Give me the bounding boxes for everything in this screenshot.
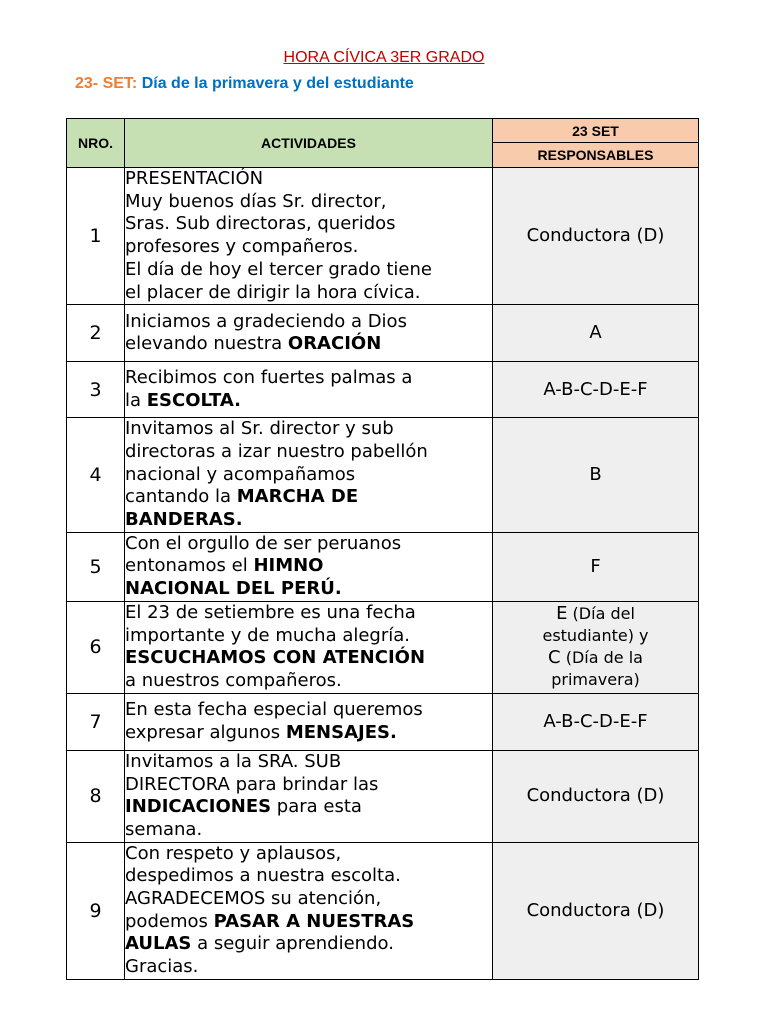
table-row — [67, 693, 699, 750]
table-row — [67, 601, 699, 693]
row-number: 3 — [67, 362, 125, 418]
row-number: 9 — [67, 842, 125, 979]
activity-text: En esta fecha especial queremos expresar algunos MENSAJES. — [125, 693, 493, 750]
row-number: 8 — [67, 750, 125, 842]
responsable-cell: B — [493, 418, 699, 533]
table-row — [67, 842, 699, 979]
header-responsables: RESPONSABLES — [493, 143, 699, 168]
row-number: 5 — [67, 532, 125, 601]
activity-text: Con respeto y aplausos, despedimos a nuestra escolta. AGRADECEMOS su atención, podemos PASAR A NUESTRAS AULAS a seguir aprendiendo. Gracias. — [125, 842, 493, 979]
table-row — [67, 168, 699, 305]
responsable-cell: Conductora (D) — [493, 168, 699, 305]
header-date: 23 SET — [493, 119, 699, 143]
table-row — [67, 532, 699, 601]
table-body — [67, 168, 699, 980]
activity-text: El 23 de setiembre es una fecha importante y de mucha alegría. ESCUCHAMOS CON ATENCIÓN a nuestros compañeros. — [125, 601, 493, 693]
activity-text: Con el orgullo de ser peruanos entonamos el HIMNO NACIONAL DEL PERÚ. — [125, 532, 493, 601]
responsable-cell: A — [493, 305, 699, 362]
responsable-cell: F — [493, 532, 699, 601]
row-number: 1 — [67, 168, 125, 305]
responsable-cell: E (Día del estudiante) y C (Día de la primavera) — [493, 601, 699, 693]
header-actividades: ACTIVIDADES — [125, 119, 493, 168]
row-number: 6 — [67, 601, 125, 693]
responsable-cell: A-B-C-D-E-F — [493, 693, 699, 750]
responsable-cell: Conductora (D) — [493, 842, 699, 979]
table-row — [67, 362, 699, 418]
table-header — [67, 119, 699, 168]
document-subtitle — [75, 75, 414, 93]
table-row — [67, 305, 699, 362]
table-row — [67, 418, 699, 533]
row-number: 2 — [67, 305, 125, 362]
responsable-cell: A-B-C-D-E-F — [493, 362, 699, 418]
activity-text: Invitamos a la SRA. SUB DIRECTORA para brindar las INDICACIONES para esta semana. — [125, 750, 493, 842]
subtitle-date: 23- SET: — [75, 75, 138, 92]
table-row — [67, 750, 699, 842]
activities-table — [66, 118, 699, 980]
document-title: HORA CÍVICA 3ER GRADO — [283, 49, 485, 66]
responsable-cell: Conductora (D) — [493, 750, 699, 842]
activity-text: Invitamos al Sr. director y sub directoras a izar nuestro pabellón nacional y acompañamos cantando la MARCHA DE BANDERAS. — [125, 418, 493, 533]
activity-text: Recibimos con fuertes palmas a la ESCOLTA. — [125, 362, 493, 418]
subtitle-topic: Día de la primavera y del estudiante — [141, 75, 414, 92]
activity-text: PRESENTACIÓN Muy buenos días Sr. director, Sras. Sub directoras, queridos profesores y compañeros. El día de hoy el tercer grado tiene el placer de dirigir la hora cívica. — [125, 168, 493, 305]
header-nro: NRO. — [67, 119, 125, 168]
row-number: 7 — [67, 693, 125, 750]
row-number: 4 — [67, 418, 125, 533]
activity-text: Iniciamos a gradeciendo a Dios elevando nuestra ORACIÓN — [125, 305, 493, 362]
